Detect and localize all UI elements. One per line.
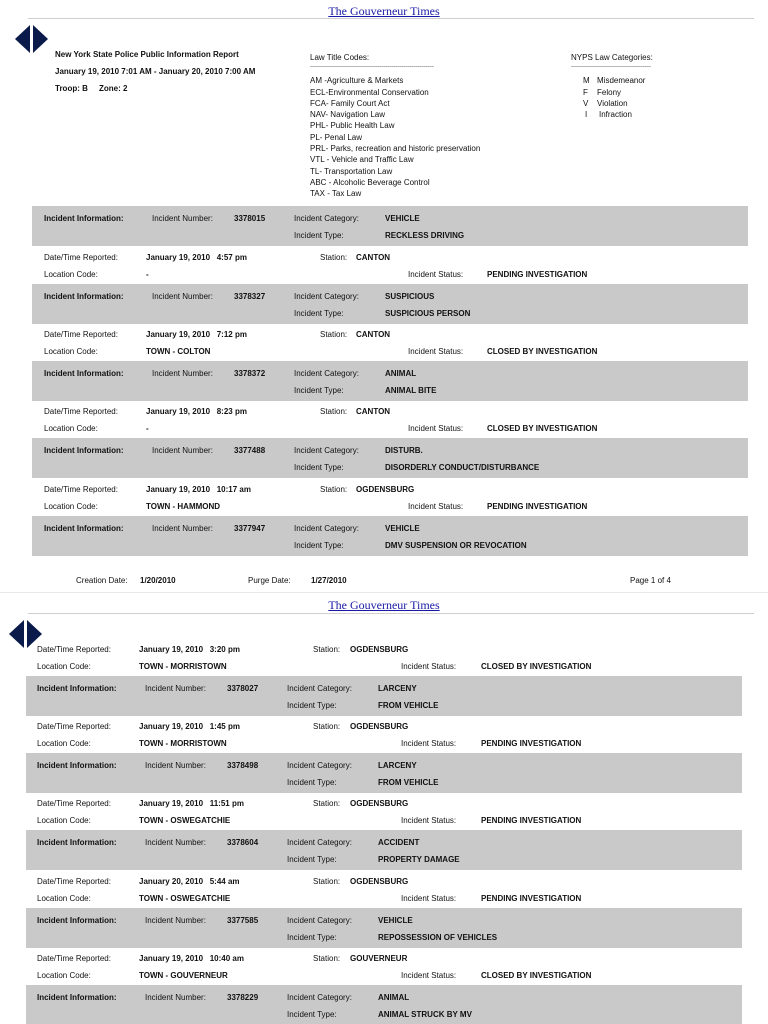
purge-date: 1/27/2010 <box>311 576 347 585</box>
status-value: CLOSED BY INVESTIGATION <box>487 347 598 356</box>
troop-zone: Troop: B Zone: 2 <box>55 84 128 93</box>
page-number: Page 1 of 4 <box>630 576 671 585</box>
status-label: Incident Status: <box>401 816 457 825</box>
creation-date: 1/20/2010 <box>140 576 176 585</box>
incident-info-label: Incident Information: <box>44 446 124 455</box>
datetime-value: January 19, 2010 4:57 pm <box>146 253 247 262</box>
page-separator <box>0 592 768 593</box>
incident-category-label: Incident Category: <box>294 524 359 533</box>
incident-number-label: Incident Number: <box>152 369 213 378</box>
incident-info-label: Incident Information: <box>44 524 124 533</box>
nyps-heading: NYPS Law Categories: <box>571 53 653 62</box>
station-label: Station: <box>313 722 341 731</box>
incident-number-label: Incident Number: <box>145 916 206 925</box>
incident-number: 3378604 <box>227 838 259 847</box>
prev-page-icon[interactable] <box>9 620 24 648</box>
report-title: New York State Police Public Information Report <box>55 50 239 59</box>
prev-page-icon[interactable] <box>15 25 30 53</box>
incident-category-label: Incident Category: <box>287 838 352 847</box>
location-value: TOWN - GOUVERNEUR <box>139 971 228 980</box>
law-title-item: NAV- Navigation Law <box>310 110 385 120</box>
law-title-item: TL- Transportation Law <box>310 166 393 176</box>
incident-number: 3378372 <box>234 369 266 378</box>
location-value: - <box>146 270 149 279</box>
nyps-item: I Infraction <box>585 110 632 120</box>
incident-type-label: Incident Type: <box>287 855 337 864</box>
incident-number-label: Incident Number: <box>152 446 213 455</box>
station-value: OGDENSBURG <box>350 722 409 731</box>
incident-info-label: Incident Information: <box>37 916 117 925</box>
status-label: Incident Status: <box>401 971 457 980</box>
report-header <box>55 50 255 93</box>
incident-category-label: Incident Category: <box>294 214 359 223</box>
incident-number: 3377585 <box>227 916 259 925</box>
incident-category: VEHICLE <box>385 214 420 223</box>
incident-band <box>26 676 742 716</box>
law-title-item: PRL- Parks, recreation and historic preservation <box>310 144 481 154</box>
incident-info-label: Incident Information: <box>44 369 124 378</box>
incident-number-label: Incident Number: <box>145 684 206 693</box>
station-value: OGDENSBURG <box>350 645 409 654</box>
station-value: CANTON <box>356 253 391 262</box>
incident-type: FROM VEHICLE <box>378 778 439 787</box>
law-title-codes <box>310 52 480 200</box>
incident-type: DMV SUSPENSION OR REVOCATION <box>385 541 527 550</box>
datetime-value: January 19, 2010 10:17 am <box>146 485 251 494</box>
incident-type: ANIMAL BITE <box>385 386 437 395</box>
law-title-item: AM -Agriculture & Markets <box>310 76 404 86</box>
incident-info-label: Incident Information: <box>37 993 117 1002</box>
status-label: Incident Status: <box>401 662 457 671</box>
incident-number-label: Incident Number: <box>145 761 206 770</box>
location-label: Location Code: <box>44 347 98 356</box>
incident-type-label: Incident Type: <box>287 701 337 710</box>
datetime-value: January 20, 2010 5:44 am <box>139 877 240 886</box>
nyps-item: F Felony <box>583 87 622 97</box>
site-title-link[interactable]: The Gouverneur Times <box>328 4 440 18</box>
status-value: PENDING INVESTIGATION <box>481 739 582 748</box>
station-value: OGDENSBURG <box>350 877 409 886</box>
status-value: PENDING INVESTIGATION <box>487 502 588 511</box>
status-label: Incident Status: <box>408 502 464 511</box>
incident-info-label: Incident Information: <box>37 684 117 693</box>
station-label: Station: <box>313 799 341 808</box>
station-value: GOUVERNEUR <box>350 954 408 963</box>
law-title-item: PL- Penal Law <box>310 132 363 142</box>
incident-band <box>26 908 742 948</box>
incident-band <box>32 516 748 556</box>
incident-category-label: Incident Category: <box>294 292 359 301</box>
title-rule <box>28 18 754 19</box>
incident-category: ANIMAL <box>385 369 417 378</box>
incident-category-label: Incident Category: <box>287 916 352 925</box>
incident-type: PROPERTY DAMAGE <box>378 855 460 864</box>
next-page-icon[interactable] <box>27 620 42 648</box>
incident-type: ANIMAL STRUCK BY MV <box>378 1010 472 1019</box>
incident-number: 3378498 <box>227 761 259 770</box>
location-value: TOWN - OSWEGATCHIE <box>139 894 231 903</box>
incident-band <box>32 438 748 478</box>
incident-number-label: Incident Number: <box>152 292 213 301</box>
status-label: Incident Status: <box>408 270 464 279</box>
location-value: TOWN - MORRISTOWN <box>139 662 227 671</box>
incident-category: ANIMAL <box>378 993 410 1002</box>
incident-info-label: Incident Information: <box>37 761 117 770</box>
datetime-label: Date/Time Reported: <box>44 330 118 339</box>
status-label: Incident Status: <box>401 894 457 903</box>
status-label: Incident Status: <box>401 739 457 748</box>
title-rule <box>28 613 754 614</box>
incident-band <box>26 830 742 870</box>
datetime-value: January 19, 2010 1:45 pm <box>139 722 240 731</box>
incident-type-label: Incident Type: <box>294 309 344 318</box>
incident-category: SUSPICIOUS <box>385 292 435 301</box>
incident-type-label: Incident Type: <box>287 1010 337 1019</box>
incident-type: SUSPICIOUS PERSON <box>385 309 471 318</box>
nyps-law-categories <box>571 52 653 120</box>
status-value: CLOSED BY INVESTIGATION <box>487 424 598 433</box>
incident-type: DISORDERLY CONDUCT/DISTURBANCE <box>385 463 540 472</box>
datetime-value: January 19, 2010 8:23 pm <box>146 407 247 416</box>
station-value: CANTON <box>356 407 391 416</box>
incident-category: DISTURB. <box>385 446 423 455</box>
nyps-item: V Violation <box>583 98 628 108</box>
incident-info-label: Incident Information: <box>37 838 117 847</box>
law-title-item: FCA- Family Court Act <box>310 98 390 108</box>
law-title-item: PHL- Public Health Law <box>310 121 395 131</box>
station-label: Station: <box>320 330 348 339</box>
law-title-rule: -------------------------------------------------------------- <box>310 64 434 71</box>
station-label: Station: <box>320 253 348 262</box>
incident-number: 3377488 <box>234 446 266 455</box>
incident-band <box>32 284 748 324</box>
status-value: PENDING INVESTIGATION <box>487 270 588 279</box>
nyps-item: M Misdemeanor <box>583 76 646 86</box>
incident-type-label: Incident Type: <box>294 463 344 472</box>
datetime-value: January 19, 2010 11:51 pm <box>139 799 244 808</box>
incident-band <box>32 361 748 401</box>
incident-info-label: Incident Information: <box>44 214 124 223</box>
incident-type-label: Incident Type: <box>287 778 337 787</box>
incident-band <box>32 206 748 246</box>
location-label: Location Code: <box>37 894 91 903</box>
datetime-label: Date/Time Reported: <box>37 799 111 808</box>
location-label: Location Code: <box>37 971 91 980</box>
law-title-item: ECL-Environmental Conservation <box>310 87 429 97</box>
location-label: Location Code: <box>44 270 98 279</box>
incident-type: FROM VEHICLE <box>378 701 439 710</box>
station-value: OGDENSBURG <box>350 799 409 808</box>
datetime-label: Date/Time Reported: <box>44 485 118 494</box>
site-title-link[interactable]: The Gouverneur Times <box>328 598 440 612</box>
purge-date-label: Purge Date: <box>248 576 291 585</box>
incident-type-label: Incident Type: <box>287 933 337 942</box>
location-label: Location Code: <box>37 739 91 748</box>
station-label: Station: <box>313 877 341 886</box>
datetime-label: Date/Time Reported: <box>44 253 118 262</box>
incident-category-label: Incident Category: <box>294 369 359 378</box>
incident-number: 3378229 <box>227 993 259 1002</box>
location-label: Location Code: <box>37 662 91 671</box>
status-value: PENDING INVESTIGATION <box>481 816 582 825</box>
incident-category-label: Incident Category: <box>287 993 352 1002</box>
datetime-label: Date/Time Reported: <box>37 877 111 886</box>
station-label: Station: <box>313 954 341 963</box>
nyps-rule: ---------------------------------------- <box>571 64 651 71</box>
status-value: PENDING INVESTIGATION <box>481 894 582 903</box>
incident-type-label: Incident Type: <box>294 541 344 550</box>
status-value: CLOSED BY INVESTIGATION <box>481 971 592 980</box>
incident-info-label: Incident Information: <box>44 292 124 301</box>
incident-category: LARCENY <box>378 761 417 770</box>
location-value: TOWN - COLTON <box>146 347 211 356</box>
report-date-range: January 19, 2010 7:01 AM - January 20, 2010 7:00 AM <box>55 67 256 76</box>
incident-type-label: Incident Type: <box>294 231 344 240</box>
incident-number-label: Incident Number: <box>145 993 206 1002</box>
incident-number-label: Incident Number: <box>152 524 213 533</box>
incident-category: LARCENY <box>378 684 417 693</box>
location-value: TOWN - HAMMOND <box>146 502 221 511</box>
location-value: TOWN - MORRISTOWN <box>139 739 227 748</box>
station-label: Station: <box>320 485 348 494</box>
datetime-value: January 19, 2010 7:12 pm <box>146 330 247 339</box>
status-label: Incident Status: <box>408 347 464 356</box>
law-title-heading: Law Title Codes: <box>310 53 370 62</box>
incident-number: 3378327 <box>234 292 266 301</box>
station-label: Station: <box>313 645 341 654</box>
incident-number-label: Incident Number: <box>152 214 213 223</box>
station-value: OGDENSBURG <box>356 485 415 494</box>
incident-number: 3377947 <box>234 524 266 533</box>
location-label: Location Code: <box>44 424 98 433</box>
law-title-item: TAX - Tax Law <box>310 189 362 199</box>
incident-category: VEHICLE <box>385 524 420 533</box>
status-value: CLOSED BY INVESTIGATION <box>481 662 592 671</box>
incident-number: 3378015 <box>234 214 266 223</box>
station-label: Station: <box>320 407 348 416</box>
incident-category-label: Incident Category: <box>294 446 359 455</box>
incident-type: REPOSSESSION OF VEHICLES <box>378 933 498 942</box>
datetime-label: Date/Time Reported: <box>37 645 111 654</box>
incident-category: ACCIDENT <box>378 838 420 847</box>
datetime-label: Date/Time Reported: <box>44 407 118 416</box>
incident-band <box>26 985 742 1024</box>
incident-category-label: Incident Category: <box>287 761 352 770</box>
law-title-item: ABC - Alcoholic Beverage Control <box>310 177 430 187</box>
creation-date-label: Creation Date: <box>76 576 128 585</box>
incident-category: VEHICLE <box>378 916 413 925</box>
incident-number-label: Incident Number: <box>145 838 206 847</box>
datetime-label: Date/Time Reported: <box>37 954 111 963</box>
incident-band <box>26 753 742 793</box>
datetime-label: Date/Time Reported: <box>37 722 111 731</box>
datetime-value: January 19, 2010 10:40 am <box>139 954 244 963</box>
station-value: CANTON <box>356 330 391 339</box>
datetime-value: January 19, 2010 3:20 pm <box>139 645 240 654</box>
page-nav-arrows[interactable] <box>14 24 50 54</box>
location-value: TOWN - OSWEGATCHIE <box>139 816 231 825</box>
incident-category-label: Incident Category: <box>287 684 352 693</box>
law-title-item: VTL - Vehicle and Traffic Law <box>310 155 414 165</box>
incident-number: 3378027 <box>227 684 259 693</box>
incident-type-label: Incident Type: <box>294 386 344 395</box>
next-page-icon[interactable] <box>33 25 48 53</box>
location-label: Location Code: <box>44 502 98 511</box>
incident-type: RECKLESS DRIVING <box>385 231 465 240</box>
location-value: - <box>146 424 149 433</box>
location-label: Location Code: <box>37 816 91 825</box>
status-label: Incident Status: <box>408 424 464 433</box>
